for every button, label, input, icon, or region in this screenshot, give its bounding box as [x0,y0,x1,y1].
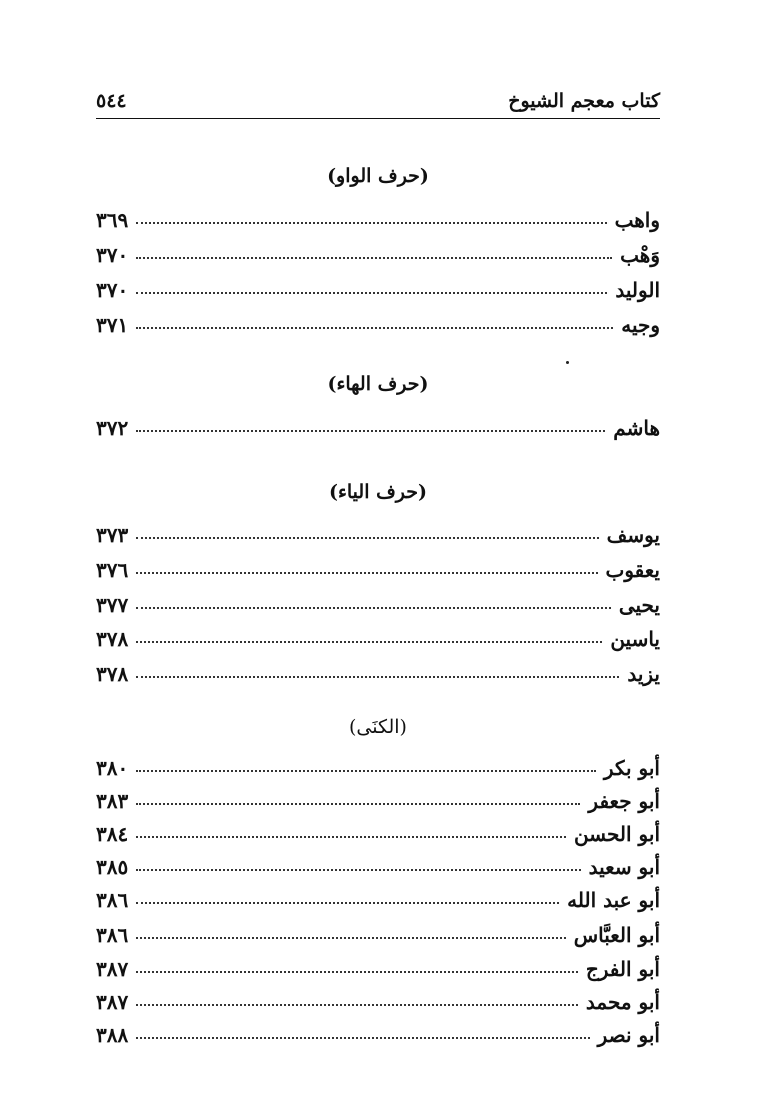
index-entry [96,590,660,620]
dot-leader [136,572,597,574]
entry-name: وجيه [621,313,660,337]
section-title-ya: (حرف الياء) [328,481,428,503]
dot-leader [136,430,605,432]
dot-leader [136,1037,589,1039]
entry-page: ٣٨٦ [96,923,129,947]
index-entry [96,240,660,270]
dot-leader [136,836,566,838]
entry-page: ٣٨٨ [96,1023,129,1047]
entry-page: ٣٨٤ [96,822,129,846]
dot-leader [136,803,580,805]
index-entry [96,624,660,654]
dot-leader [136,1004,578,1006]
dot-leader [136,971,578,973]
entry-name: الوليد [615,278,660,302]
index-entry [96,920,660,950]
entry-name: أبو بكر [603,756,660,780]
index-entry [96,885,660,915]
index-entry [96,1020,660,1050]
index-entry [96,819,660,849]
entry-name: أبو محمد [585,990,660,1014]
book-title: كتاب معجم الشيوخ [508,90,660,112]
entry-name: أبو الفرج [585,957,660,981]
entry-page: ٣٧٨ [96,662,129,686]
entry-name: أبو عبد الله [567,888,660,912]
dot-leader [136,641,602,643]
entry-name: يحيى [618,593,660,617]
entry-page: ٣٧٨ [96,627,129,651]
dot-leader [136,902,559,904]
entry-name: واهب [614,208,660,232]
running-header [96,88,660,114]
dot-leader [136,327,613,329]
dot-leader [136,537,598,539]
index-entry [96,786,660,816]
entry-page: ٣٨٦ [96,888,129,912]
entry-page: ٣٧٧ [96,593,129,617]
entry-name: ياسين [610,627,660,651]
index-entry [96,659,660,689]
index-entry [96,852,660,882]
index-entry [96,310,660,340]
dot-leader [136,292,607,294]
entry-page: ٣٧٠ [96,243,129,267]
dot-leader [136,222,606,224]
entry-name: أبو الحسن [573,822,660,846]
entry-page: ٣٧١ [96,313,129,337]
section-title-ha: (حرف الهاء) [327,373,429,395]
entry-page: ٣٨٥ [96,855,129,879]
index-entry [96,555,660,585]
entry-name: وَهْب [620,243,660,267]
section-title-kuna: (الكنَى) [349,716,407,738]
entry-page: ٣٧٢ [96,416,129,440]
entry-name: أبو جعفر [588,789,660,813]
entry-page: ٣٧٣ [96,523,129,547]
entry-name: يعقوب [605,558,660,582]
header-rule [96,118,660,119]
entry-page: ٣٨٠ [96,756,129,780]
section-title-waw: (حرف الواو) [327,165,429,187]
index-entry [96,520,660,550]
index-entry [96,954,660,984]
dot-leader [136,607,611,609]
index-entry [96,753,660,783]
entry-name: أبو سعيد [588,855,660,879]
entry-page: ٣٨٧ [96,957,129,981]
entry-name: أبو نصر [597,1023,660,1047]
dot-leader [136,257,612,259]
entry-page: ٣٨٣ [96,789,129,813]
entry-page: ٣٧٠ [96,278,129,302]
index-entry [96,987,660,1017]
index-entry [96,413,660,443]
entry-page: ٣٦٩ [96,208,129,232]
index-entry [96,205,660,235]
entry-name: يوسف [606,523,660,547]
entry-name: أبو العبَّاس [573,923,660,947]
entry-page: ٣٧٦ [96,558,129,582]
dot-leader [136,676,619,678]
dot-leader [136,869,580,871]
entry-name: هاشم [613,416,660,440]
dot-leader [136,770,596,772]
index-entry [96,275,660,305]
dot-leader [136,937,566,939]
entry-name: يزيد [627,662,660,686]
page-number: ٥٤٤ [96,90,127,112]
entry-page: ٣٨٧ [96,990,129,1014]
print-speck [566,361,569,364]
